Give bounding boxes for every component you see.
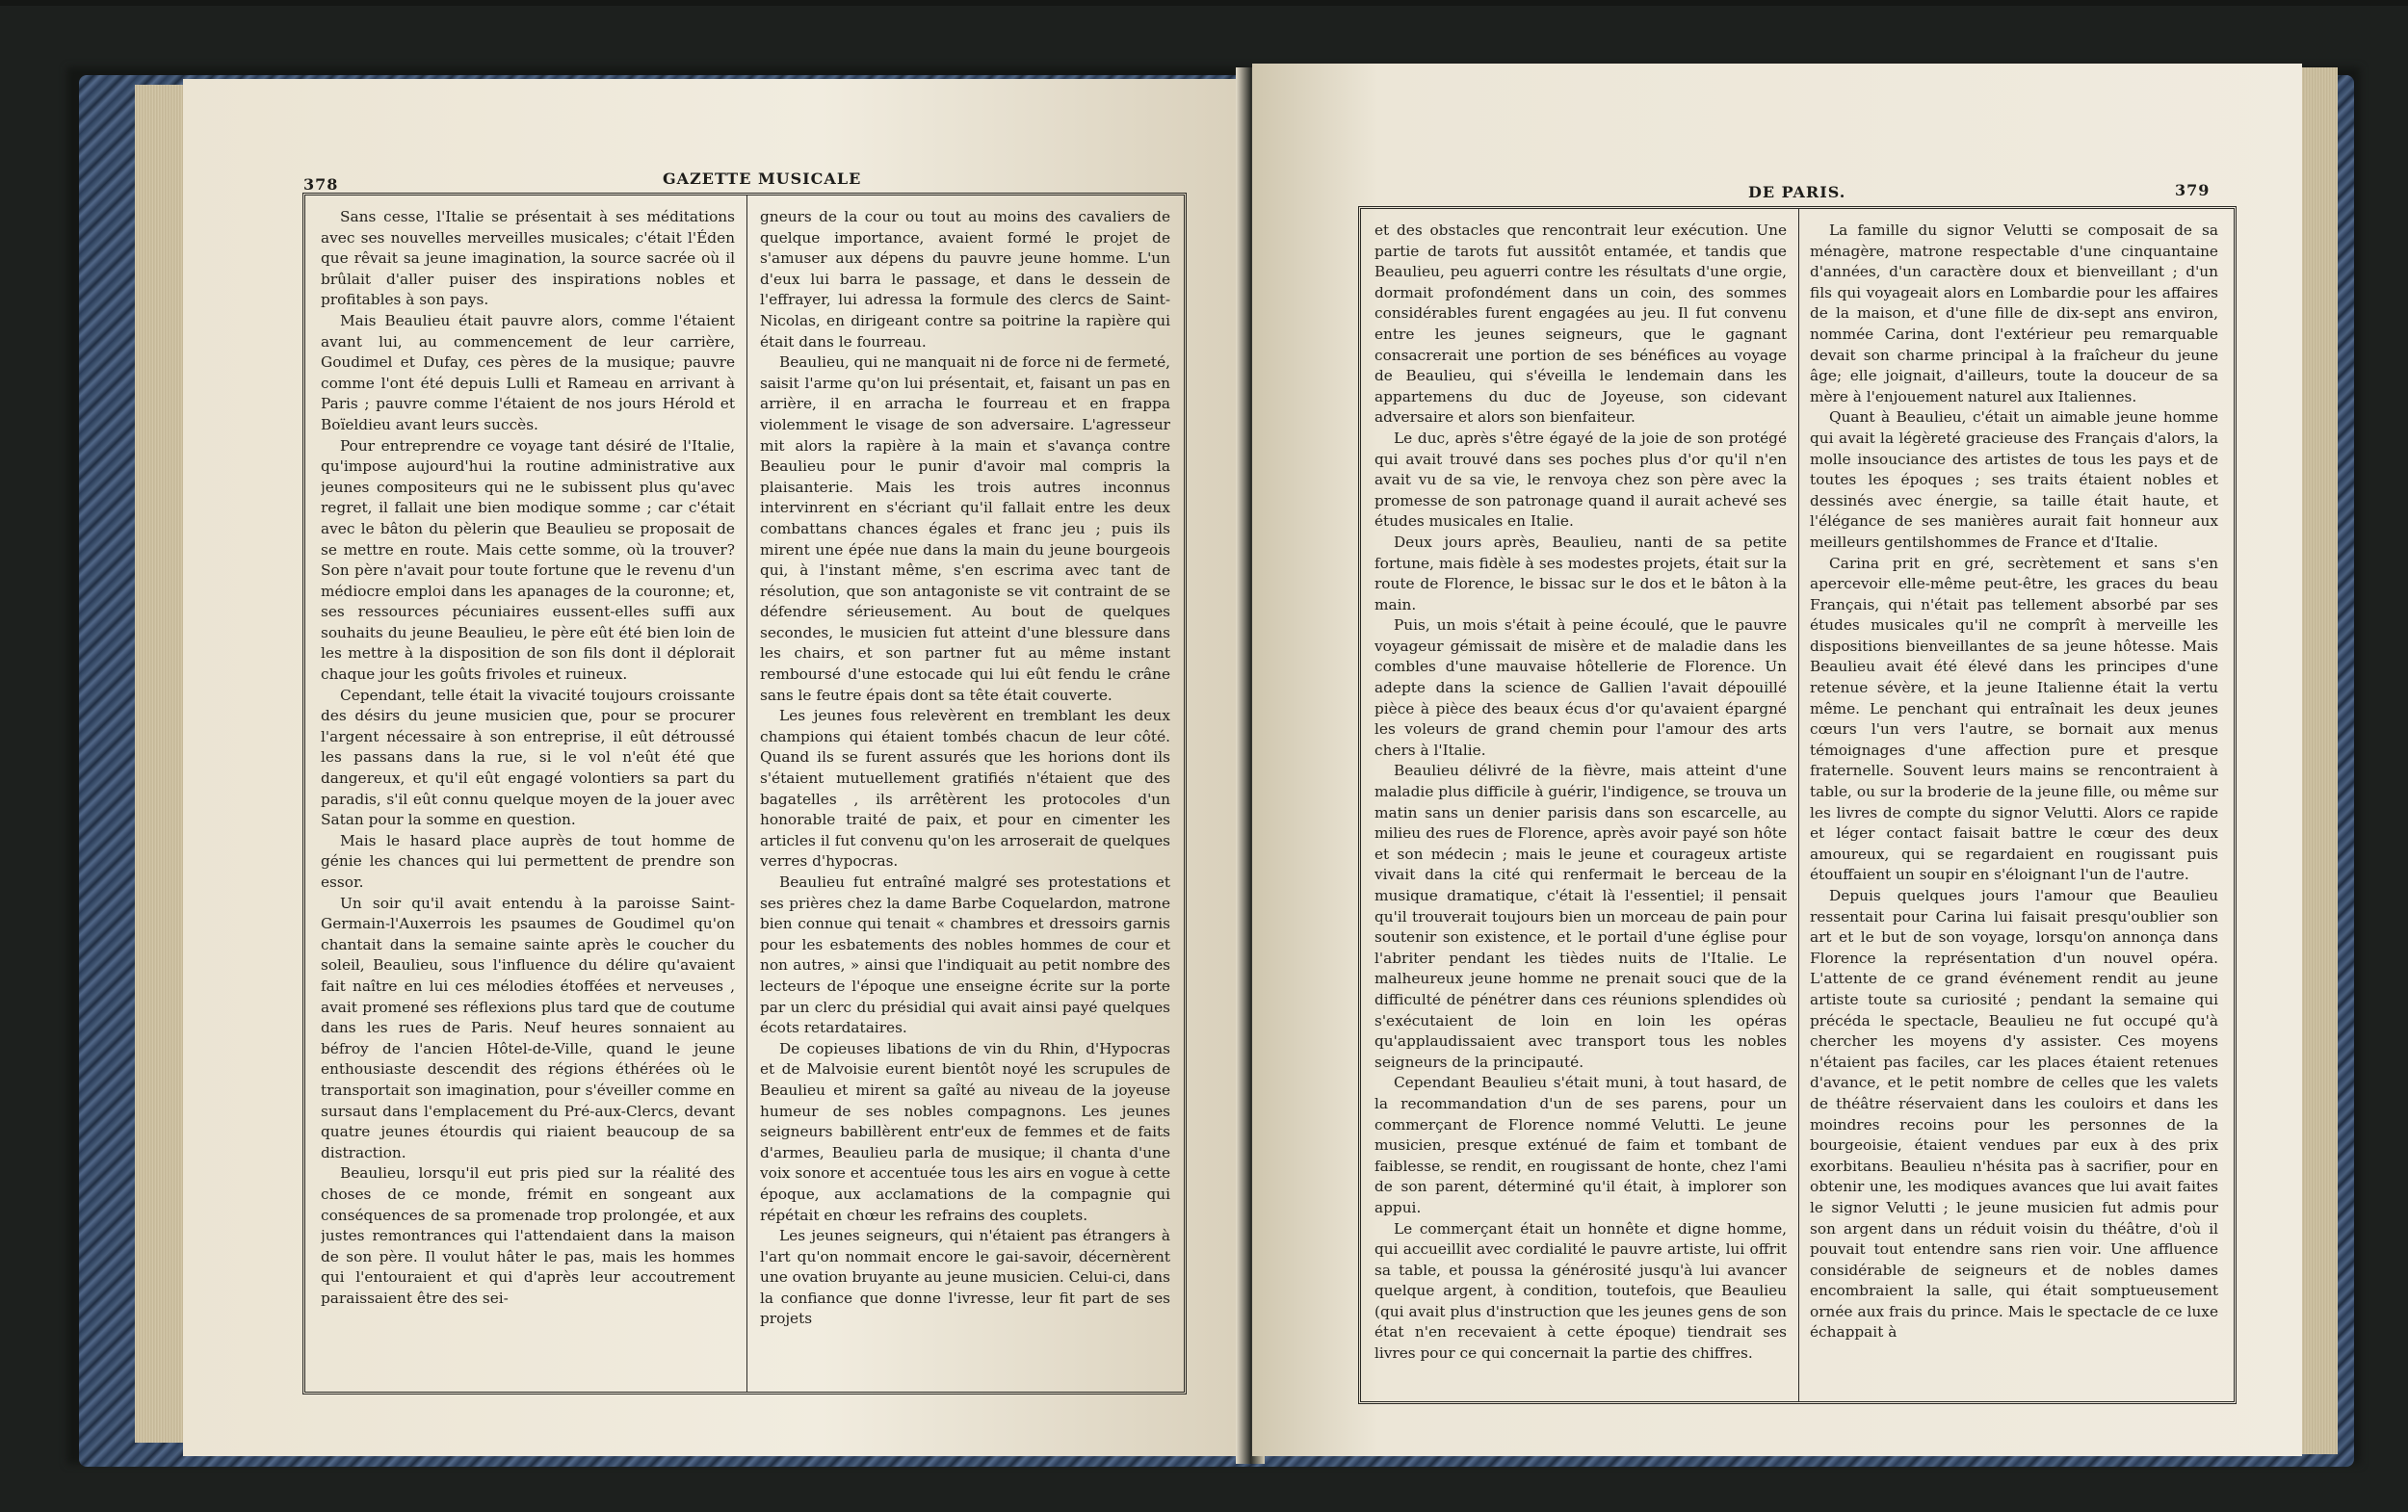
- paragraph: Carina prit en gré, secrètement et sans s'en apercevoir elle-même peut-être, les graces du beau Français, qui n'était pas tellement absorbé par ses études musicales qu'il ne comprît à merveille les dispositions bienveillantes de sa jeune hôtesse. Mais Beaulieu avait été élevé dans les principes d'une retenue sévère, et la jeune Italienne était la vertu même. Le penchant qui entraînait les deux jeunes cœurs l'un vers l'autre, se bornait aux menus témoignages d'une affection pure et presque fraternelle. Souvent leurs mains se rencontraient à table, ou sur la broderie de la jeune fille, ou même sur les livres de compte du signor Velutti. Alors ce rapide et léger contact faisait battre le cœur des deux amoureux, qui se regardaient en rougissant puis étouffaient un soupir en s'éloignant l'un de l'autre.: [1810, 554, 2218, 884]
- paragraph: Puis, un mois s'était à peine écoulé, que le pauvre voyageur gémissait de misère et de maladie dans les combles d'une mauvaise hôtellerie de Florence. Un adepte dans la science de Gallien l'avait dépouillé pièce à pièce des beaux écus d'or qu'avaient épargné les voleurs de grand chemin pour l'amour des arts chers à l'Italie.: [1374, 616, 1787, 759]
- paragraph: Beaulieu, qui ne manquait ni de force ni de fermeté, saisit l'arme qu'on lui présentait, et, faisant un pas en arrière, il en arracha le fourreau et en frappa violemment le visage de son adversaire. L'agresseur mit alors la rapière à la main et s'avança contre Beaulieu pour le punir d'avoir mal compris la plaisanterie. Mais les trois autres inconnus intervinrent en s'écriant qu'il fallait entre les deux combattans chances égales et franc jeu ; puis ils mirent une épée nue dans la main du jeune bourgeois qui, à l'instant même, s'en escrima avec tant de résolution, que son antagoniste se vit contraint de se défendre sérieusement. Au bout de quelques secondes, le musicien fut atteint d'une blessure dans les chairs, et son partner fut au même instant remboursé d'une estocade qui lui eût fendu le crâne sans le feutre épais dont sa tête était couverte.: [760, 353, 1170, 704]
- paragraph: Mais Beaulieu était pauvre alors, comme l'étaient avant lui, au commencement de leur carrière, Goudimel et Dufay, ces pères de la musique; pauvre comme l'ont été depuis Lulli et Rameau en arrivant à Paris ; pauvre comme l'étaient de nos jours Hérold et Boïeldieu avant leurs succès.: [321, 311, 735, 433]
- paragraph: Depuis quelques jours l'amour que Beaulieu ressentait pour Carina lui faisait presqu'oublier son art et le but de son voyage, lorsqu'on annonça dans Florence la représentation d'un nouvel opéra. L'attente de ce grand événement rendit au jeune artiste toute sa curiosité ; pendant la semaine qui précéda le spectacle, Beaulieu ne fut occupé qu'à chercher les moyens d'y assister. Ces moyens n'étaient pas faciles, car les places étaient retenues d'avance, et le petit nombre de celles que les valets de théâtre réservaient dans les couloirs et dans les moindres recoins pour les personnes de la bourgeoisie, étaient vendues par eux à des prix exorbitans. Beaulieu n'hésita pas à sacrifier, pour en obtenir une, les modiques avances que lui avait faites le signor Velutti ; le jeune musicien fut admis pour son argent dans un réduit voisin du théâtre, d'où il pouvait tout entendre sans rien voir. Une affluence considérable de seigneurs et de nobles dames encombraient la salle, qui était somptueusement ornée aux frais du prince. Mais le spectacle de ce luxe échappait à: [1810, 887, 2218, 1342]
- paragraph: Le commerçant était un honnête et digne homme, qui accueillit avec cordialité le pauvre artiste, lui offrit sa table, et poussa la générosité jusqu'à lui avancer quelque argent, à condition, toutefois, que Beaulieu (qui avait plus d'instruction que les jeunes gens de son état n'en recevaient à cette époque) tiendrait ses livres pour ce qui concernait la partie des chiffres.: [1374, 1219, 1787, 1363]
- left-column-divider: [746, 196, 747, 1392]
- paragraph: Quant à Beaulieu, c'était un aimable jeune homme qui avait la légèreté gracieuse des Français d'alors, la molle insouciance des artistes de tous les pays et de toutes les époques ; ses traits étaient nobles et dessinés avec énergie, sa taille était haute, et l'élégance de ses manières aurait fait honneur aux meilleurs gentilshommes de France et d'Italie.: [1810, 408, 2218, 551]
- paragraph: Les jeunes fous relevèrent en tremblant les deux champions qui étaient tombés chacun de leur côté. Quand ils se furent assurés que les horions dont ils s'étaient mutuellement gratifiés n'étaient que des bagatelles , ils arrêtèrent les protocoles d'un honorable traité de paix, et pour en cimenter les articles il fut convenu qu'on les arroserait de quelques verres d'hypocras.: [760, 707, 1170, 871]
- paragraph: Pour entreprendre ce voyage tant désiré de l'Italie, qu'impose aujourd'hui la routine administrative aux jeunes compositeurs qui ne le subissent plus qu'avec regret, il fallait une bien modique somme ; car c'était avec le bâton du pèlerin que Beaulieu se proposait de se mettre en route. Mais cette somme, où la trouver? Son père n'avait pour toute fortune que le revenu d'un médiocre emploi dans les apanages de la couronne; et, ses ressources pécuniaires eussent-elles suffi aux souhaits du jeune Beaulieu, le père eût été bien loin de les mettre à la disposition de son fils dont il déplorait chaque jour les goûts frivoles et ruineux.: [321, 436, 735, 684]
- left-column-1: [321, 207, 735, 1378]
- right-page: [1252, 64, 2302, 1456]
- paragraph: La famille du signor Velutti se composait de sa ménagère, matrone respectable d'une cinquantaine d'années, d'un caractère doux et bienveillant ; d'un fils qui voyageait alors en Lombardie pour les affaires de la maison, et d'une fille de dix-sept ans environ, nommée Carina, dont l'extérieur peu remarquable devait son charme principal à la fraîcheur du jeune âge; elle joignait, d'ailleurs, toute la douceur de sa mère à l'enjouement naturel aux Italiennes.: [1810, 222, 2218, 405]
- right-column-divider: [1798, 209, 1799, 1401]
- paragraph: Mais le hasard place auprès de tout homme de génie les chances qui lui permettent de prendre son essor.: [321, 831, 735, 891]
- left-text-frame: [302, 193, 1187, 1395]
- paragraph: De copieuses libations de vin du Rhin, d'Hypocras et de Malvoisie eurent bientôt noyé les scrupules de Beaulieu et mirent sa gaîté au niveau de la joyeuse humeur de ses nobles compagnons. Les jeunes seigneurs babillèrent entr'eux de femmes et de faits d'armes, Beaulieu parla de musique; il chanta d'une voix sonore et accentuée tous les airs en vogue à cette époque, aux acclamations de la compagnie qui répétait en chœur les refrains des couplets.: [760, 1039, 1170, 1224]
- left-page: [183, 79, 1247, 1456]
- paragraph: Beaulieu fut entraîné malgré ses protestations et ses prières chez la dame Barbe Coquelardon, matrone bien connue qui tenait « chambres et dressoirs garnis pour les esbatements des nobles hommes de cour et non autres, » ainsi que l'indiquait au petit nombre des lecteurs de l'époque une enseigne écrite sur la porte par un clerc du présidial qui avait ainsi payé quelques écots retardataires.: [760, 873, 1170, 1037]
- paragraph: Le duc, après s'être égayé de la joie de son protégé qui avait trouvé dans ses poches plus d'or qu'il n'en avait vu de sa vie, le renvoya chez son père avec la promesse de son patronage quand il aurait achevé ses études musicales en Italie.: [1374, 429, 1787, 531]
- left-page-edges: [135, 85, 188, 1443]
- right-text-frame: [1358, 206, 2237, 1404]
- right-running-title: DE PARIS.: [1748, 183, 1846, 201]
- paragraph: Beaulieu délivré de la fièvre, mais atteint d'une maladie plus difficile à guérir, l'indigence, se trouva un matin sans un denier parisis dans son escarcelle, au milieu des rues de Florence, après avoir payé son hôte et son médecin ; mais le jeune et courageux artiste vivait dans la cité qui renfermait le berceau de la musique dramatique, c'était là l'essentiel; il pensait qu'il trouverait toujours bien un morceau de pain pour soutenir son existence, et le portail d'une église pour l'abriter pendant les tièdes nuits de l'Italie. Le malheureux jeune homme ne prenait souci que de la difficulté de pénétrer dans ces réunions splendides où s'exécutaient de loin en loin les opéras qu'applaudissaient avec transport tous les nobles seigneurs de la principauté.: [1374, 762, 1787, 1071]
- right-page-number: 379: [2175, 181, 2211, 199]
- paragraph: Les jeunes seigneurs, qui n'étaient pas étrangers à l'art qu'on nommait encore le gai-savoir, décernèrent une ovation bruyante au jeune musicien. Celui-ci, dans la confiance que donne l'ivresse, leur fit part de ses projets: [760, 1227, 1170, 1328]
- paragraph: Sans cesse, l'Italie se présentait à ses méditations avec ses nouvelles merveilles musicales; c'était l'Éden que rêvait sa jeune imagination, la source sacrée où il brûlait d'aller puiser des inspirations nobles et profitables à son pays.: [321, 208, 735, 309]
- paragraph: et des obstacles que rencontrait leur exécution. Une partie de tarots fut aussitôt entamée, et tandis que Beaulieu, peu aguerri contre les résultats d'une orgie, dormait profondément dans un coin, des sommes considérables furent engagées au jeu. Il fut convenu entre les jeunes seigneurs, que le gagnant consacrerait une portion de ses bénéfices au voyage de Beaulieu, qui s'éveilla le lendemain dans les appartemens du duc de Joyeuse, son cidevant adversaire et alors son bienfaiteur.: [1374, 222, 1787, 427]
- paragraph: Deux jours après, Beaulieu, nanti de sa petite fortune, mais fidèle à ses modestes projets, était sur la route de Florence, le bissac sur le dos et le bâton à la main.: [1374, 533, 1787, 613]
- paragraph: Beaulieu, lorsqu'il eut pris pied sur la réalité des choses de ce monde, frémit en songeant aux conséquences de sa promenade trop prolongée, et aux justes remontrances qui l'attendaient dans la maison de son père. Il voulut hâter le pas, mais les hommes qui l'entouraient et qui d'après leur accoutrement paraissaient être des sei-: [321, 1164, 735, 1307]
- right-column-2: [1810, 221, 2218, 1392]
- paragraph: Cependant Beaulieu s'était muni, à tout hasard, de la recommandation d'un de ses parens, pour un commerçant de Florence nommé Velutti. Le jeune musicien, presque exténué de faim et tombant de faiblesse, se rendit, en rougissant de honte, chez l'ami de son parent, déterminé qu'il était, à implorer son appui.: [1374, 1074, 1787, 1216]
- paragraph: gneurs de la cour ou tout au moins des cavaliers de quelque importance, avaient formé le projet de s'amuser aux dépens du pauvre jeune homme. L'un d'eux lui barra le passage, et dans le dessein de l'effrayer, lui adressa la formule des clercs de Saint-Nicolas, en dirigeant contre sa poitrine la rapière qui était dans le fourreau.: [760, 208, 1170, 351]
- paragraph: Un soir qu'il avait entendu à la paroisse Saint-Germain-l'Auxerrois les psaumes de Goudimel qu'on chantait dans la semaine sainte après le coucher du soleil, Beaulieu, sous l'influence du délire qu'avaient fait naître en lui ces mélodies étoffées et nerveuses , avait promené ses réflexions plus tard que de coutume dans les rues de Paris. Neuf heures sonnaient au béfroy de l'ancien Hôtel-de-Ville, quand le jeune enthousiaste descendit des régions éthérées où le transportait son imagination, pour s'éveiller comme en sursaut dans l'emplacement du Pré-aux-Clercs, devant quatre jeunes étourdis qui riaient beaucoup de sa distraction.: [321, 894, 735, 1161]
- background-top: [0, 0, 2408, 6]
- left-column-2: [760, 207, 1170, 1378]
- paragraph: Cependant, telle était la vivacité toujours croissante des désirs du jeune musicien que, pour se procurer l'argent nécessaire à son entreprise, il eût détroussé les passans dans la rue, si le vol n'eût été que dangereux, et qu'il eût engagé volontiers sa part du paradis, s'il eût connu quelque moyen de la jouer avec Satan pour la somme en question.: [321, 686, 735, 829]
- right-column-1: [1374, 221, 1787, 1392]
- left-running-title: GAZETTE MUSICALE: [663, 169, 862, 188]
- left-page-number: 378: [303, 175, 339, 194]
